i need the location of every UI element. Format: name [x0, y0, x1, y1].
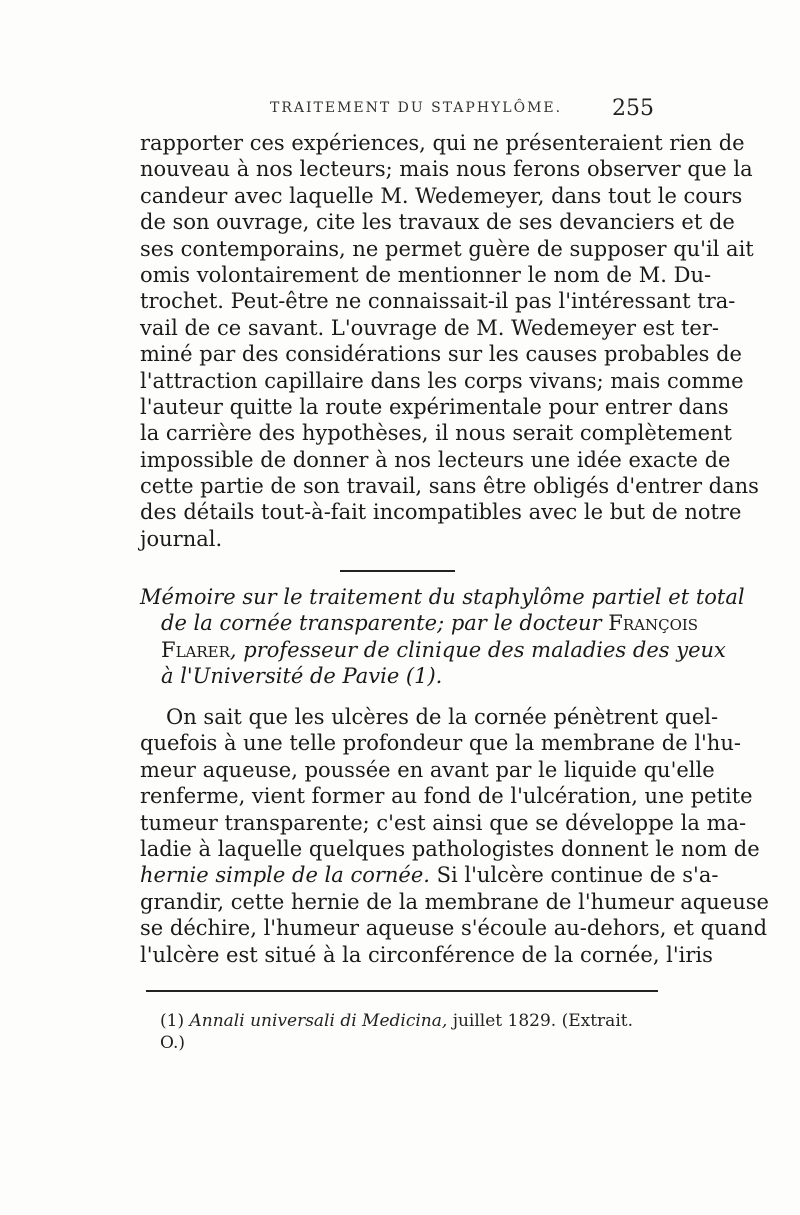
text-line: impossible de donner à nos lecteurs une idée exacte de	[140, 447, 731, 472]
footnote	[160, 1010, 660, 1054]
running-head	[140, 96, 660, 126]
text-line: quefois à une telle profondeur que la membrane de l'hu-	[140, 731, 741, 756]
text-line: cette partie de son travail, sans être obligés d'entrer dans	[140, 474, 759, 499]
title-line: à l'Université de Pavie (1).	[161, 664, 443, 689]
text-line: rapporter ces expériences, qui ne présenteraient rien de	[140, 131, 745, 155]
text-line	[140, 862, 719, 888]
footnote-source: Annali universali di Medicina,	[189, 1011, 448, 1031]
text-line: ladie à laquelle quelques pathologistes donnent le nom de	[140, 836, 760, 861]
text-line: tumeur transparente; c'est ainsi que se développe la ma-	[140, 810, 747, 835]
text-line: nouveau à nos lecteurs; mais nous ferons observer que la	[140, 157, 753, 182]
text-line: la carrière des hypothèses, il nous serait complètement	[140, 421, 732, 446]
title-line: Mémoire sur le traitement du staphylôme partiel et total	[140, 585, 745, 609]
text-line: de son ouvrage, cite les travaux de ses devanciers et de	[140, 210, 735, 235]
article-title	[140, 584, 745, 690]
text-span: Si l'ulcère continue de s'a-	[429, 863, 719, 888]
text-line: miné par des considérations sur les causes probables de	[140, 342, 742, 367]
footnote-text: juillet 1829. (Extrait. O.)	[160, 1011, 633, 1053]
text-line: ses contemporains, ne permet guère de supposer qu'il ait	[140, 236, 754, 261]
paragraph-memoire	[140, 704, 769, 968]
text-line: candeur avec laquelle M. Wedemeyer, dans tout le cours	[140, 183, 743, 208]
text-line: vail de ce savant. L'ouvrage de M. Wedemeyer est ter-	[140, 315, 719, 340]
footnote-rule	[146, 990, 658, 992]
text-line: l'attraction capillaire dans les corps vivans; mais comme	[140, 368, 744, 393]
title-text: de la cornée transparente; par le docteur	[161, 611, 609, 636]
text-line: l'auteur quitte la route expérimentale pour entrer dans	[140, 394, 729, 419]
text-line: journal.	[140, 526, 223, 551]
text-line: des détails tout-à-fait incompatibles avec le but de notre	[140, 500, 742, 525]
italic-term: hernie simple de la cornée.	[140, 863, 430, 888]
text-line: renferme, vient former au fond de l'ulcération, une petite	[140, 784, 753, 809]
paragraph-continued	[140, 130, 759, 552]
text-line: meur aqueuse, poussée en avant par le liquide qu'elle	[140, 757, 715, 782]
page-number: 255	[612, 96, 654, 121]
title-line	[140, 637, 726, 663]
text-line: On sait que les ulcères de la cornée pénètrent quel-	[166, 705, 719, 729]
author-first-name: François	[608, 611, 699, 636]
text-line: l'ulcère est situé à la circonférence de la cornée, l'iris	[140, 942, 713, 967]
text-line: grandir, cette hernie de la membrane de l'humeur aqueuse	[140, 889, 769, 914]
footnote-marker: (1)	[160, 1011, 190, 1031]
text-line: se déchire, l'humeur aqueuse s'écoule au-dehors, et quand	[140, 916, 768, 941]
author-last-name: Flarer	[161, 637, 230, 662]
title-text: , professeur de clinique des maladies des yeux	[229, 637, 726, 662]
section-divider	[340, 570, 455, 572]
text-line: omis volontairement de mentionner le nom de M. Du-	[140, 262, 712, 287]
title-line	[140, 610, 699, 636]
running-title: TRAITEMENT DU STAPHYLÔME.	[270, 100, 563, 116]
text-line: trochet. Peut-être ne connaissait-il pas l'intéressant tra-	[140, 289, 736, 314]
